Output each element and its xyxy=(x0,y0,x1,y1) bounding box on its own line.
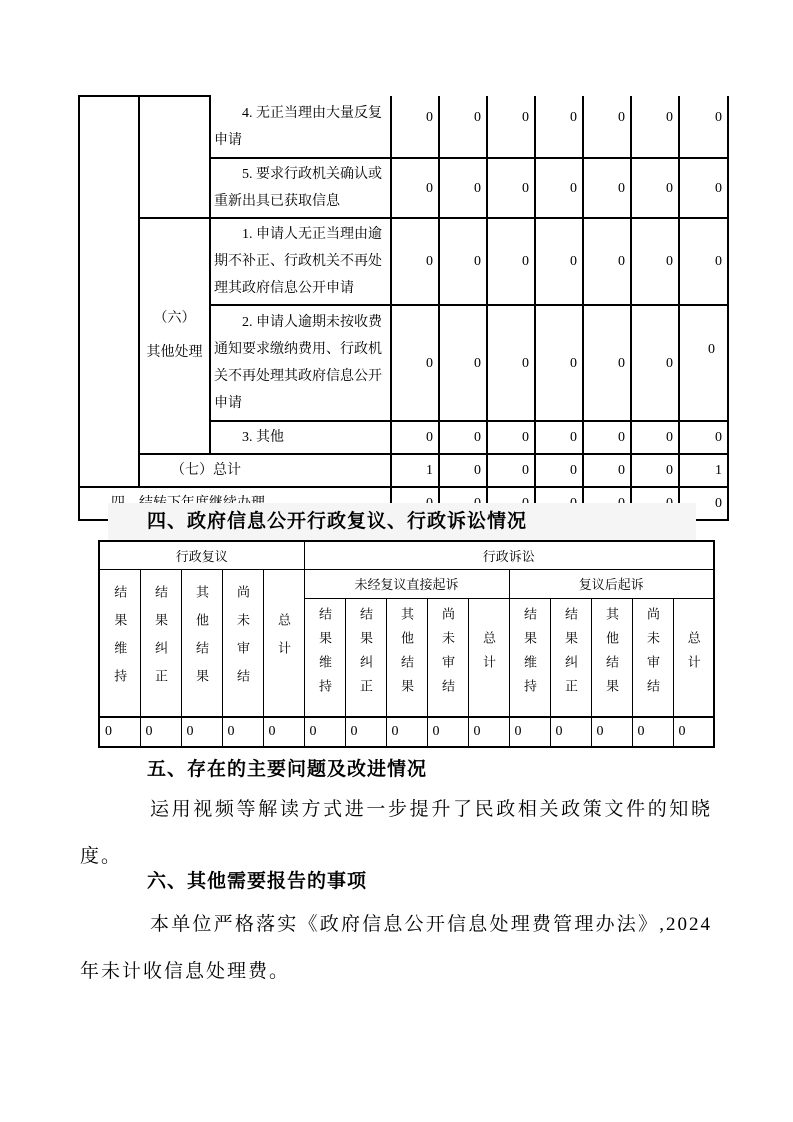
header-cell xyxy=(427,598,468,717)
value-cell: 0 xyxy=(631,158,679,218)
header-cell xyxy=(222,569,263,717)
value-cell: 0 xyxy=(583,454,631,487)
value-cell: 0 xyxy=(427,717,468,747)
table-row xyxy=(99,569,714,598)
review-litigation-table xyxy=(98,540,715,748)
outcome-header: 总计 xyxy=(276,612,291,669)
value-cell: 0 xyxy=(487,305,535,421)
value-cell: 0 xyxy=(550,717,591,747)
after-review-suit-subheader: 复议后起诉 xyxy=(509,569,714,598)
value-cell: 0 xyxy=(583,96,631,158)
outcome-header: 总计 xyxy=(481,631,496,680)
value-cell: 0 xyxy=(439,158,487,218)
value-cell: 0 xyxy=(391,158,439,218)
value-cell: 0 xyxy=(468,717,509,747)
outcome-header: 尚未审结 xyxy=(440,607,455,704)
header-cell xyxy=(140,569,181,717)
value-cell: 0 xyxy=(181,717,222,747)
outcome-header: 结果维持 xyxy=(112,584,128,697)
value-cell: 0 xyxy=(99,717,140,747)
value-cell: 0 xyxy=(439,305,487,421)
table-row xyxy=(79,454,728,487)
value-cell: 0 xyxy=(583,305,631,421)
value-cell: 0 xyxy=(391,421,439,454)
value-cell: 0 xyxy=(679,487,728,520)
value-cell: 0 xyxy=(535,96,583,158)
value-cell: 0 xyxy=(487,454,535,487)
table-row xyxy=(99,717,714,747)
value-cell: 0 xyxy=(583,218,631,305)
value-cell: 0 xyxy=(583,421,631,454)
header-cell xyxy=(386,598,427,717)
spanner-cell-left xyxy=(79,96,139,487)
value-cell: 1 xyxy=(391,454,439,487)
value-cell: 0 xyxy=(631,218,679,305)
value-cell: 0 xyxy=(391,218,439,305)
value-cell: 0 xyxy=(631,421,679,454)
value-cell: 0 xyxy=(631,305,679,421)
outcome-header: 其他结果 xyxy=(604,607,619,704)
processing-results-table xyxy=(78,95,729,521)
outcome-header: 结果维持 xyxy=(522,607,537,704)
header-cell xyxy=(468,598,509,717)
value-cell: 0 xyxy=(345,717,386,747)
outcome-header: 其他结果 xyxy=(194,584,209,697)
value-cell: 0 xyxy=(391,305,439,421)
section6-body: 本单位严格落实《政府信息公开信息处理费管理办法》,2024年未计收信息处理费。 xyxy=(80,914,712,982)
value-cell: 0 xyxy=(631,96,679,158)
value-cell: 0 xyxy=(222,717,263,747)
value-cell: 0 xyxy=(263,717,304,747)
value-cell: 0 xyxy=(487,421,535,454)
value-cell: 0 xyxy=(631,454,679,487)
value-cell: 0 xyxy=(439,218,487,305)
outcome-header: 结果维持 xyxy=(317,607,332,704)
value-cell: 0 xyxy=(439,421,487,454)
table-row xyxy=(79,218,728,305)
row-label-cell: 5. 要求行政机关确认或重新出具已获取信息 xyxy=(210,158,391,218)
value-cell: 0 xyxy=(391,96,439,158)
row-label-cell: 2. 申请人逾期未按收费通知要求缴纳费用、行政机关不再处理其政府信息公开申请 xyxy=(210,305,391,421)
outcome-header: 尚未审结 xyxy=(645,607,660,704)
row-label-cell: 3. 其他 xyxy=(210,421,391,454)
litigation-group-header: 行政诉讼 xyxy=(304,541,714,569)
header-cell xyxy=(591,598,632,717)
value-cell: 0 xyxy=(679,421,728,454)
value-cell: 0 xyxy=(679,96,728,158)
section5-body: 运用视频等解读方式进一步提升了民政相关政策文件的知晓度。 xyxy=(80,799,712,867)
header-cell xyxy=(632,598,673,717)
header-cell xyxy=(345,598,386,717)
value-cell: 0 xyxy=(673,717,714,747)
row-label-cell: 4. 无正当理由大量反复申请 xyxy=(210,96,391,158)
header-cell xyxy=(99,569,140,717)
section5-heading: 五、存在的主要问题及改进情况 xyxy=(147,759,428,780)
value-cell: 0 xyxy=(535,454,583,487)
value-cell: 0 xyxy=(140,717,181,747)
table-row xyxy=(79,96,728,158)
value-cell: 0 xyxy=(439,454,487,487)
value-cell: 0 xyxy=(632,717,673,747)
value-cell: 0 xyxy=(304,717,345,747)
value-cell: 0 xyxy=(583,158,631,218)
value-cell: 1 xyxy=(679,454,728,487)
value-cell: 0 xyxy=(487,218,535,305)
total-label-cell: （七）总计 xyxy=(139,454,391,487)
header-cell xyxy=(509,598,550,717)
group6-label-top: （六） xyxy=(153,311,196,326)
outcome-header: 结果纠正 xyxy=(358,607,373,704)
value-cell: 0 xyxy=(535,305,583,421)
table-row xyxy=(99,541,714,569)
section6-heading: 六、其他需要报告的事项 xyxy=(147,871,368,892)
section4-heading: 四、政府信息公开行政复议、行政诉讼情况 xyxy=(147,511,528,532)
header-cell xyxy=(550,598,591,717)
review-group-header: 行政复议 xyxy=(99,541,304,569)
value-cell: 0 xyxy=(591,717,632,747)
header-cell xyxy=(263,569,304,717)
outcome-header: 结果纠正 xyxy=(563,607,578,704)
outcome-header: 尚未审结 xyxy=(235,584,250,697)
spanner-cell-mid xyxy=(139,96,210,218)
value-cell: 0 xyxy=(487,158,535,218)
outcome-header: 结果纠正 xyxy=(153,584,168,697)
direct-suit-subheader: 未经复议直接起诉 xyxy=(304,569,509,598)
value-cell: 0 xyxy=(535,218,583,305)
group6-label-cell xyxy=(139,218,210,454)
outcome-header: 其他结果 xyxy=(399,607,414,704)
header-cell xyxy=(181,569,222,717)
value-cell: 0 xyxy=(439,96,487,158)
value-cell: 0 xyxy=(679,158,728,218)
group6-label-bottom: 其他处理 xyxy=(146,345,203,360)
value-cell: 0 xyxy=(487,96,535,158)
value-cell: 0 xyxy=(386,717,427,747)
value-cell: 0 xyxy=(535,158,583,218)
row-label-cell: 1. 申请人无正当理由逾期不补正、行政机关不再处理其政府信息公开申请 xyxy=(210,218,391,305)
value-cell: 0 xyxy=(535,421,583,454)
header-cell xyxy=(304,598,345,717)
outcome-header: 总计 xyxy=(685,631,701,680)
value-cell: 0 xyxy=(509,717,550,747)
header-cell xyxy=(673,598,714,717)
value-cell: 0 xyxy=(679,218,728,305)
value-cell: 0 xyxy=(679,305,728,421)
